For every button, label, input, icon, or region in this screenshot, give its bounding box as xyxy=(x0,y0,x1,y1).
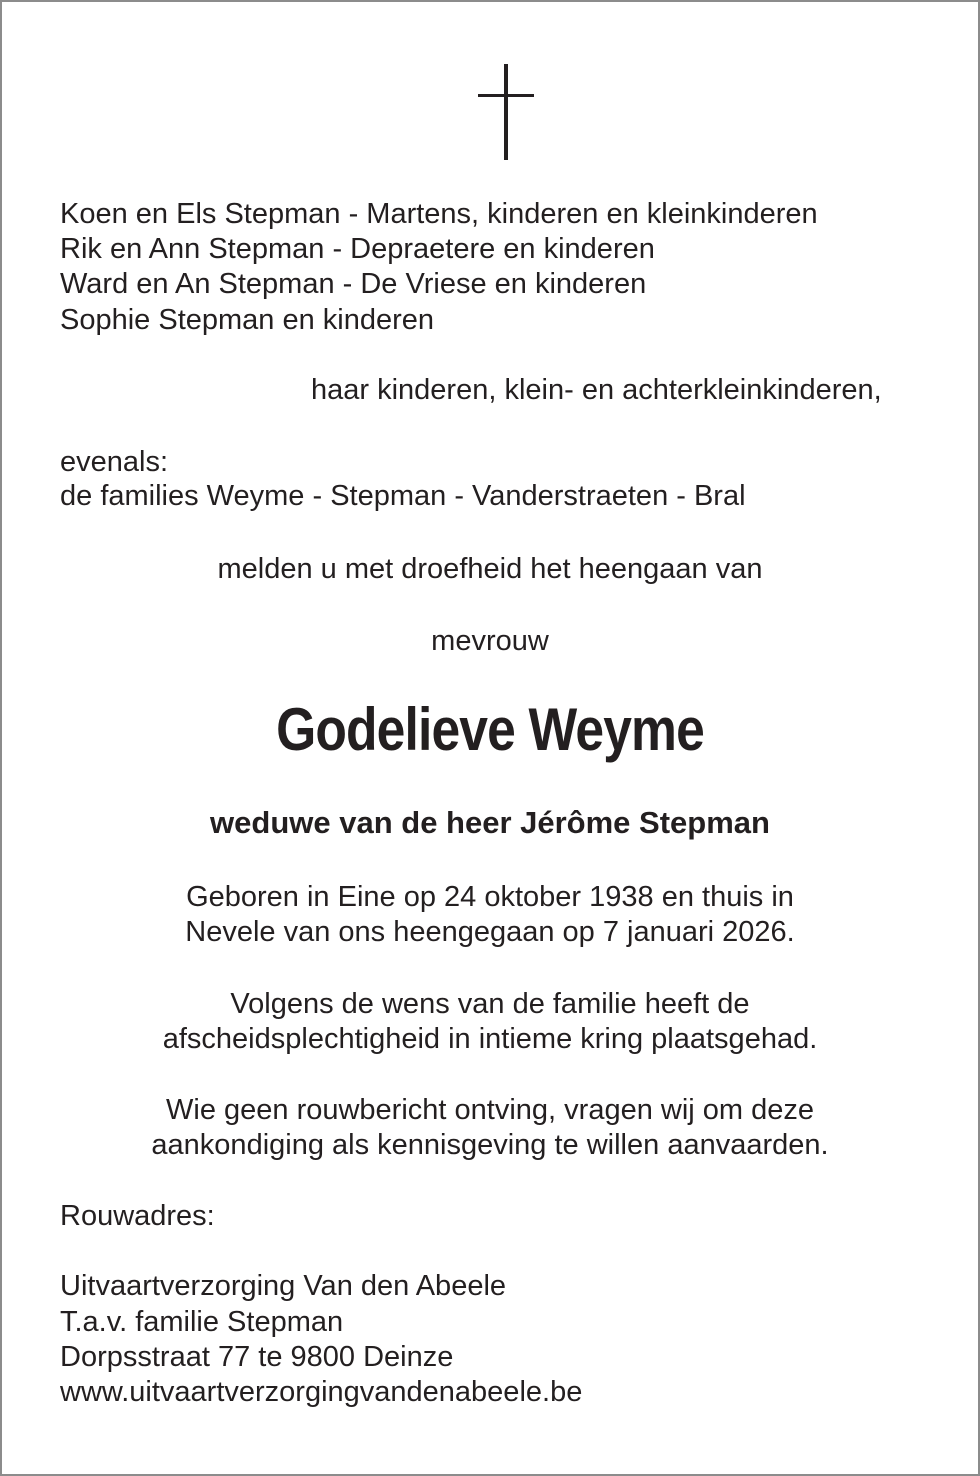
address-line-3: Dorpsstraat 77 te 9800 Deinze xyxy=(60,1341,454,1373)
birth-death-line-1: Geboren in Eine op 24 oktober 1938 en thuis in xyxy=(186,881,794,913)
website-link[interactable]: www.uitvaartverzorgingvandenabeele.be xyxy=(60,1376,583,1408)
family-line-4: Sophie Stepman en kinderen xyxy=(60,304,435,336)
deceased-name: Godelieve Weyme xyxy=(276,696,704,763)
families-line: de families Weyme - Stepman - Vanderstraeten - Bral xyxy=(60,480,746,512)
family-line-3: Ward en An Stepman - De Vriese en kinderen xyxy=(60,268,647,300)
announce-line: melden u met droefheid het heengaan van xyxy=(217,553,763,585)
address-line-2: T.a.v. familie Stepman xyxy=(60,1306,344,1338)
also-label: evenals: xyxy=(60,446,169,478)
descendants-line: haar kinderen, klein- en achterkleinkinderen, xyxy=(311,374,882,406)
address-line-1: Uitvaartverzorging Van den Abeele xyxy=(60,1270,507,1302)
ceremony-line-2: afscheidsplechtigheid in intieme kring plaatsgehad. xyxy=(162,1023,818,1055)
ceremony-line-1: Volgens de wens van de familie heeft de xyxy=(230,988,750,1020)
notice-line-1: Wie geen rouwbericht ontving, vragen wij om deze xyxy=(166,1094,814,1126)
birth-death-line-2: Nevele van ons heengegaan op 7 januari 2026. xyxy=(185,916,795,948)
family-line-1: Koen en Els Stepman - Martens, kinderen en kleinkinderen xyxy=(60,198,818,230)
family-line-2: Rik en Ann Stepman - Depraetere en kinderen xyxy=(60,233,655,265)
notice-line-2: aankondiging als kennisgeving te willen aanvaarden. xyxy=(151,1129,829,1161)
address-label: Rouwadres: xyxy=(60,1200,215,1232)
cross-icon xyxy=(478,64,534,160)
salutation: mevrouw xyxy=(431,625,549,657)
widow-of: weduwe van de heer Jérôme Stepman xyxy=(210,805,770,840)
